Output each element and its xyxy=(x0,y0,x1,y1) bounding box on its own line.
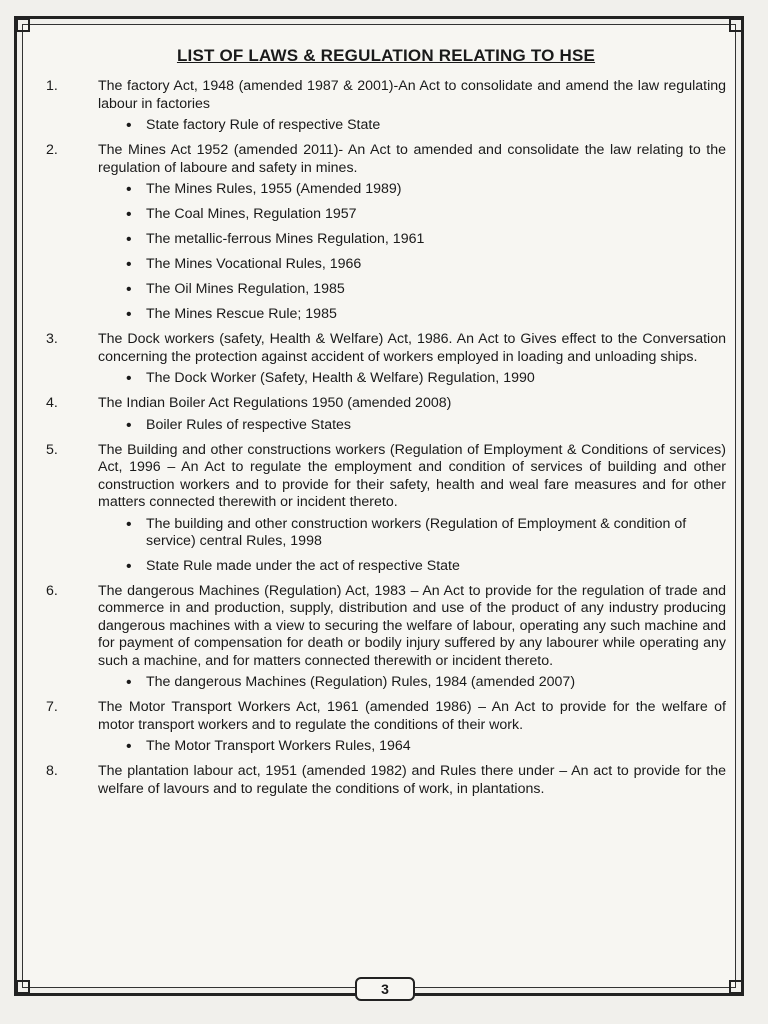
law-item xyxy=(36,699,726,734)
law-number: 2. xyxy=(46,142,58,158)
rule-list-item: • Boiler Rules of respective States xyxy=(126,417,726,434)
rules-list xyxy=(36,181,726,323)
rule-list-item: • State factory Rule of respective State xyxy=(126,117,726,134)
law-description: The Dock workers (safety, Health & Welfare) Act, 1986. An Act to Gives effect to the Conversation concerning the protection against accident of workers employed in loading and unloading ships. xyxy=(98,331,726,365)
law-description: The factory Act, 1948 (amended 1987 & 2001)-An Act to consolidate and amend the law regulating labour in factories xyxy=(98,78,726,112)
rules-list xyxy=(36,417,726,434)
law-number: 6. xyxy=(46,582,58,599)
border-corner-bottom-left xyxy=(16,980,30,994)
page-number: 3 xyxy=(355,977,415,1001)
law-description: The plantation labour act, 1951 (amended 1982) and Rules there under – An act to provide for the welfare of lavours and to regulate the conditions of work, in plantations. xyxy=(98,763,726,797)
rules-list xyxy=(36,674,726,691)
document-body xyxy=(36,46,726,801)
law-description: The Building and other constructions workers (Regulation of Employment & Conditions of services) Act, 1996 – An Act to regulate the employment and condition of services of building and other construction workers and to provide for their safety, health and weal fare measures and for other matters connected therewith or incident thereto. xyxy=(98,441,726,510)
law-item xyxy=(36,331,726,366)
law-description: The Mines Act 1952 (amended 2011)- An Act to amended and consolidate the law relating to the regulation of laboure and safety in mines. xyxy=(98,142,726,176)
rule-list-item: • The dangerous Machines (Regulation) Rules, 1984 (amended 2007) xyxy=(126,674,726,691)
law-number: 5. xyxy=(46,441,58,458)
law-item xyxy=(36,395,726,413)
law-description: The Indian Boiler Act Regulations 1950 (amended 2008) xyxy=(98,395,452,411)
rule-list-item: • The building and other construction workers (Regulation of Employment & condition of service) central Rules, 1998 xyxy=(126,516,726,550)
law-description: The dangerous Machines (Regulation) Act, 1983 – An Act to provide for the regulation of trade and commerce in and production, supply, distribution and use of the product of any industry producing dangerous machines with a view to securing the welfare of labour, operating any such machine and for payment of compensation for death or bodily injury suffered by any labourer while operating any such a machine, and for matters connected therewith or incident thereto. xyxy=(98,582,726,669)
law-number: 4. xyxy=(46,395,58,411)
law-item xyxy=(36,78,726,113)
law-number: 7. xyxy=(46,699,58,715)
border-corner-top-left xyxy=(16,18,30,32)
page-title: LIST OF LAWS & REGULATION RELATING TO HSE xyxy=(176,46,596,65)
rules-list xyxy=(36,516,726,575)
law-number: 1. xyxy=(46,78,58,94)
rule-list-item: • State Rule made under the act of respective State xyxy=(126,558,726,575)
law-description: The Motor Transport Workers Act, 1961 (amended 1986) – An Act to provide for the welfare of motor transport workers and to regulate the conditions of their work. xyxy=(98,699,726,733)
rules-list xyxy=(36,117,726,134)
rule-list-item: • The Mines Rescue Rule; 1985 xyxy=(126,306,726,323)
rule-list-item: • The Dock Worker (Safety, Health & Welfare) Regulation, 1990 xyxy=(126,370,726,387)
rule-list-item: • The Mines Rules, 1955 (Amended 1989) xyxy=(126,181,726,198)
law-item xyxy=(36,142,726,177)
rules-list xyxy=(36,738,726,755)
rule-list-item: • The Coal Mines, Regulation 1957 xyxy=(126,206,726,223)
rules-list xyxy=(36,370,726,387)
law-list xyxy=(36,78,726,798)
rule-list-item: • The Motor Transport Workers Rules, 1964 xyxy=(126,738,726,755)
law-item xyxy=(36,583,726,671)
law-number: 8. xyxy=(46,763,58,779)
rule-list-item: • The Mines Vocational Rules, 1966 xyxy=(126,256,726,273)
law-item xyxy=(36,442,726,512)
border-corner-top-right xyxy=(729,18,743,32)
rule-list-item: • The metallic-ferrous Mines Regulation, 1961 xyxy=(126,231,726,248)
rule-list-item: • The Oil Mines Regulation, 1985 xyxy=(126,281,726,298)
border-corner-bottom-right xyxy=(729,980,743,994)
law-item xyxy=(36,763,726,798)
law-number: 3. xyxy=(46,331,58,347)
